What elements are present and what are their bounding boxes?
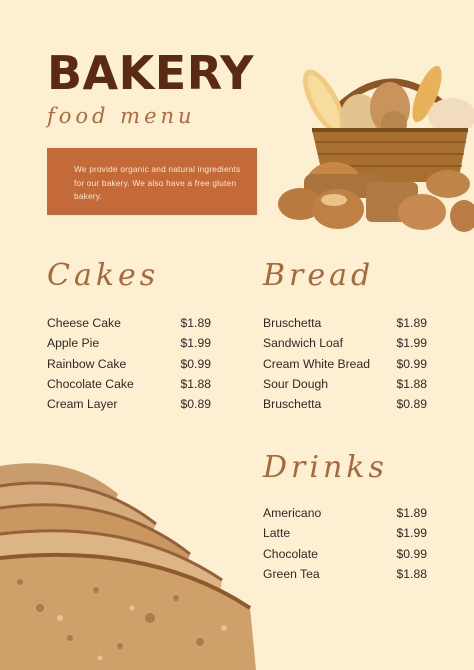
item-price: $1.88 xyxy=(396,376,427,391)
item-name: Cream Layer xyxy=(47,397,118,412)
item-price: $1.88 xyxy=(396,566,427,581)
item-price: $1.89 xyxy=(396,316,427,330)
item-name: Latte xyxy=(263,526,291,541)
bread-list xyxy=(263,313,427,414)
item-name: Americano xyxy=(263,506,322,520)
menu-item xyxy=(47,313,211,333)
menu-item xyxy=(47,333,211,353)
bread-basket-image xyxy=(272,44,474,234)
item-price: $1.89 xyxy=(396,506,427,520)
item-price: $1.99 xyxy=(396,526,427,541)
menu-item xyxy=(263,333,427,353)
intro-box xyxy=(47,148,257,215)
menu-item xyxy=(47,374,211,394)
bread-heading: Bread xyxy=(263,258,375,293)
item-price: $0.99 xyxy=(180,356,211,371)
item-price: $1.99 xyxy=(180,336,211,351)
menu-item xyxy=(263,354,427,374)
item-name: Cheese Cake xyxy=(47,316,121,330)
menu-item xyxy=(263,394,427,414)
intro-text: We provide organic and natural ingredients for our bakery. We also have a free gluten bakery. xyxy=(74,164,241,201)
menu-item xyxy=(263,564,427,584)
item-name: Apple Pie xyxy=(47,336,100,351)
menu-item xyxy=(263,374,427,394)
item-name: Sour Dough xyxy=(263,376,329,391)
item-price: $0.99 xyxy=(396,546,427,561)
cakes-heading: Cakes xyxy=(47,258,160,293)
item-price: $1.99 xyxy=(396,336,427,351)
menu-item xyxy=(47,354,211,374)
item-price: $0.89 xyxy=(396,397,427,412)
item-price: $0.89 xyxy=(180,397,211,412)
item-name: Sandwich Loaf xyxy=(263,336,343,351)
item-name: Green Tea xyxy=(263,566,320,581)
item-name: Cream White Bread xyxy=(263,356,371,371)
menu-item xyxy=(263,313,427,333)
bread-slices-image xyxy=(0,458,262,670)
item-price: $0.99 xyxy=(396,356,427,371)
item-price: $1.89 xyxy=(180,316,211,330)
item-name: Rainbow Cake xyxy=(47,356,127,371)
page-title: BAKERY xyxy=(47,46,254,100)
cakes-list xyxy=(47,313,211,414)
menu-item xyxy=(263,544,427,564)
item-name: Bruschetta xyxy=(263,397,322,412)
item-price: $1.88 xyxy=(180,376,211,391)
menu-item xyxy=(263,523,427,543)
drinks-list xyxy=(263,503,427,584)
item-name: Chocolate xyxy=(263,546,318,561)
item-name: Chocolate Cake xyxy=(47,376,134,391)
drinks-heading: Drinks xyxy=(263,450,388,485)
menu-item xyxy=(263,503,427,523)
item-name: Bruschetta xyxy=(263,316,322,330)
menu-item xyxy=(47,394,211,414)
page-subtitle: food menu xyxy=(47,104,196,128)
